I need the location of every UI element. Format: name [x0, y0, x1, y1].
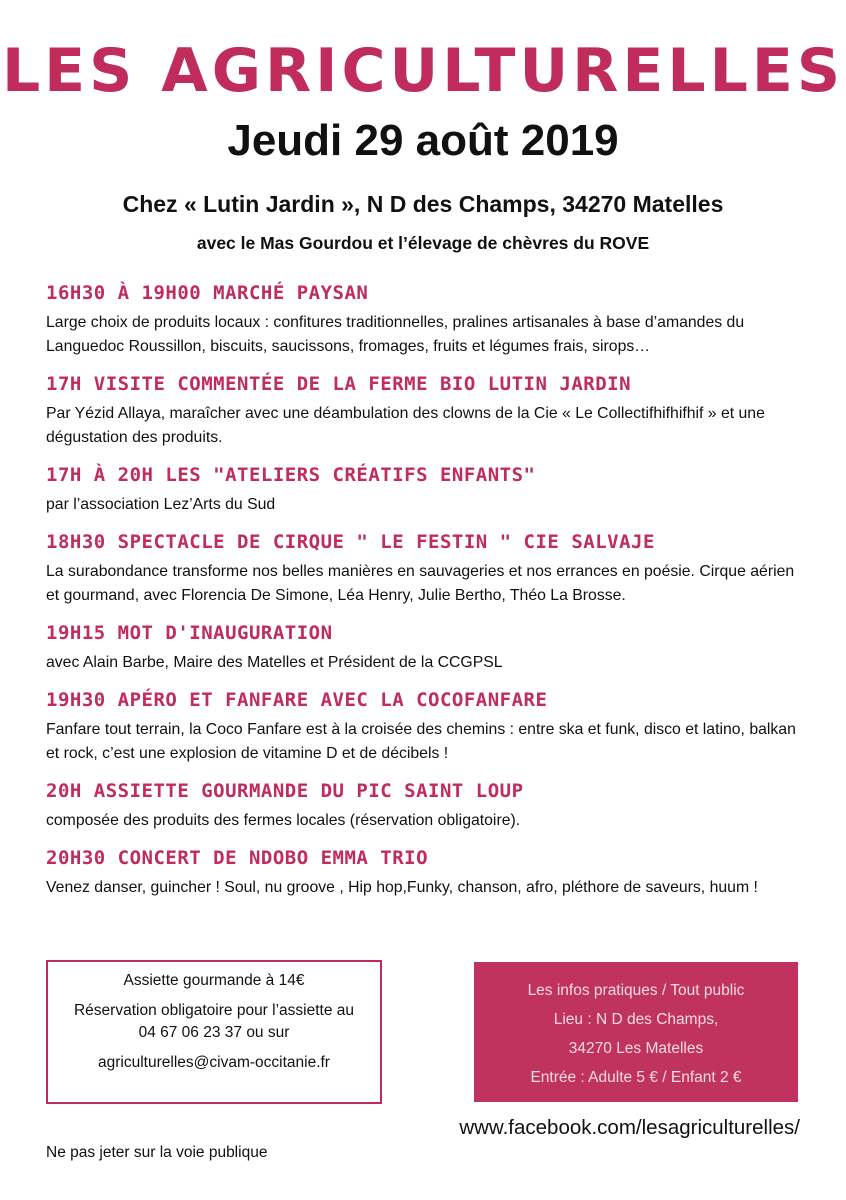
info-audience: Les infos pratiques / Tout public [527, 982, 745, 999]
program-item-title: 19H30 APÉRO ET FANFARE AVEC LA COCOFANFARE [46, 689, 548, 711]
info-location: Lieu : N D des Champs, [553, 1011, 719, 1028]
program-item-title: 17H À 20H LES "ATELIERS CRÉATIFS ENFANTS" [46, 464, 536, 486]
program-item-concert [46, 845, 806, 900]
program-item-description: avec Alain Barbe, Maire des Matelles et Président de la CCGPSL [46, 654, 503, 671]
event-date: Jeudi 29 août 2019 [227, 116, 619, 165]
program-item-farm-visit [46, 371, 806, 450]
facebook-url: www.facebook.com/lesagriculturelles/ [459, 1116, 800, 1139]
program-item-description: Venez danser, guincher ! Soul, nu groove , Hip hop,Funky, chanson, afro, pléthore de saveurs, huum ! [46, 879, 758, 896]
program-list [46, 280, 806, 912]
reservation-price: Assiette gourmande à 14€ [123, 972, 305, 989]
reservation-phone: 04 67 06 23 37 ou sur [138, 1024, 290, 1041]
program-item-description: Par Yézid Allaya, maraîcher avec une déambulation des clowns de la Cie « Le Collectifhifhifhif » et une dégustation des produits. [46, 405, 765, 446]
program-item-description: Large choix de produits locaux : confitures traditionnelles, pralines artisanales à base d’amandes du Languedoc Roussillon, biscuits, saucissons, fromages, fruits et légumes frais, sirops… [46, 314, 745, 355]
info-postcode: 34270 Les Matelles [568, 1040, 704, 1057]
program-item-title: 17H VISITE COMMENTÉE DE LA FERME BIO LUTIN JARDIN [46, 373, 632, 395]
event-title: LES AGRICULTURELLES [1, 36, 845, 106]
footer-note: Ne pas jeter sur la voie publique [46, 1144, 268, 1161]
program-item-circus-show [46, 529, 806, 608]
program-item-gourmet-plate [46, 778, 806, 833]
program-item-kids-workshops [46, 462, 806, 517]
program-item-market [46, 280, 806, 359]
program-item-description: par l’association Lez’Arts du Sud [46, 496, 276, 513]
program-item-description: composée des produits des fermes locales (réservation obligatoire). [46, 812, 521, 829]
program-item-description: La surabondance transforme nos belles manières en sauvageries et nos errances en poésie. Cirque aérien et gourmand, avec Florencia De Simone, Léa Henry, Julie Bertho, Théo La Brosse. [46, 563, 795, 604]
program-item-fanfare [46, 687, 806, 766]
program-item-title: 18H30 SPECTACLE DE CIRQUE " LE FESTIN " CIE SALVAJE [46, 531, 655, 553]
program-item-inauguration [46, 620, 806, 675]
event-partners: avec le Mas Gourdou et l’élevage de chèvres du ROVE [196, 233, 650, 253]
program-item-description: Fanfare tout terrain, la Coco Fanfare est à la croisée des chemins : entre ska et funk, disco et latino, balkan et rock, c’est une explosion de vitamine D et de décibels ! [46, 721, 796, 762]
info-prices: Entrée : Adulte 5 € / Enfant 2 € [530, 1069, 742, 1086]
program-item-title: 20H ASSIETTE GOURMANDE DU PIC SAINT LOUP [46, 780, 524, 802]
program-item-title: 19H15 MOT D'INAUGURATION [46, 622, 333, 644]
reservation-notice: Réservation obligatoire pour l’assiette au [73, 1002, 355, 1019]
practical-info-box [474, 962, 798, 1102]
program-item-title: 16H30 À 19H00 MARCHÉ PAYSAN [46, 282, 369, 304]
reservation-box [46, 960, 382, 1104]
reservation-email: agriculturelles@civam-occitanie.fr [98, 1054, 330, 1071]
program-item-title: 20H30 CONCERT DE NDOBO EMMA TRIO [46, 847, 429, 869]
event-venue: Chez « Lutin Jardin », N D des Champs, 34270 Matelles [122, 191, 724, 217]
